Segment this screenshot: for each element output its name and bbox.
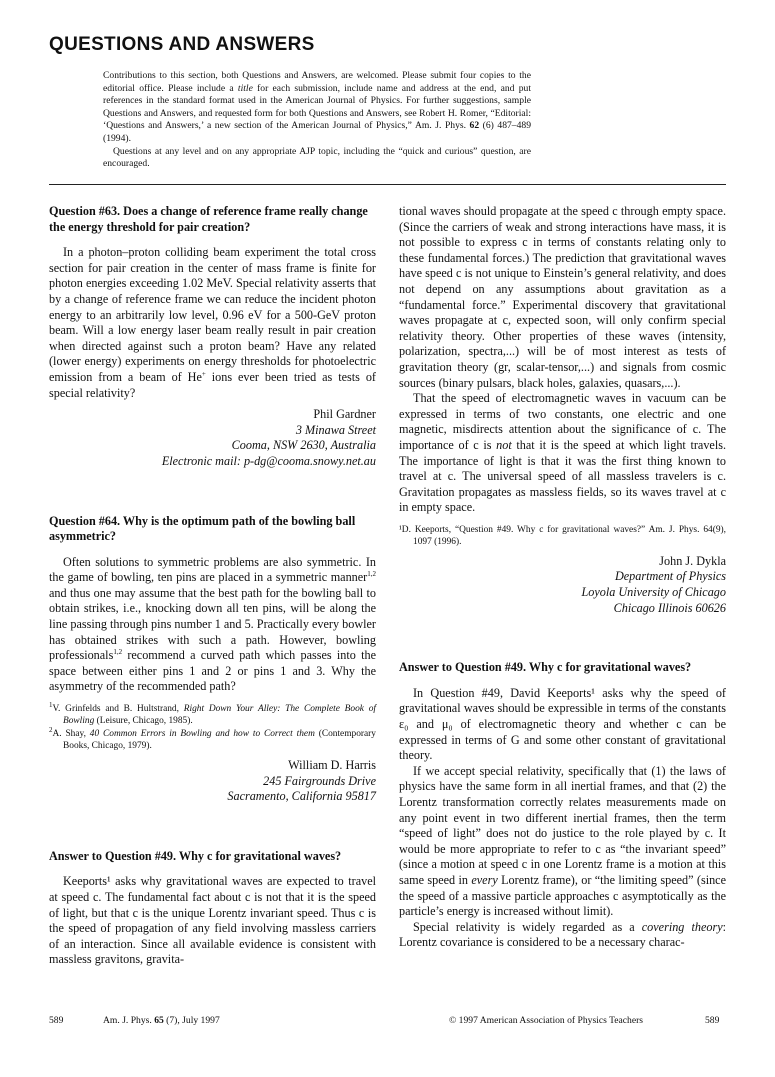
answer-49-second xyxy=(399,660,726,951)
answer-49-dykla-continued xyxy=(399,204,726,616)
footer-journal: Am. J. Phys. 65 (7), July 1997 xyxy=(103,1015,220,1026)
author-city: Cooma, NSW 2630, Australia xyxy=(231,438,376,453)
answer-49-body-para2: That the speed of electromagnetic waves in vacuum can be expressed in terms of two constants, one electric and one magnetic, misdirects attention about the significance of c. The importance of c is not that it is the speed at which light travels. The importance of light is that it was the first thing known to travel at c. The universal speed of all massless travelers is c. Gravitation propagates as massless fields, so its waves travel at c in empty space. xyxy=(399,391,726,515)
answer-49-references xyxy=(399,524,726,548)
author-city: Sacramento, California 95817 xyxy=(227,789,376,804)
footer-page-right: 589 xyxy=(705,1015,720,1026)
answer-49-body-start: Keeports¹ asks why gravitational waves are expected to travel at speed c. The fundamental fact about c is not that it is the speed of light, but that c is the unique Lorentz invariant speed. Thus c is the speed of propagation of any field involving massless carriers of an interaction. Since all available evidence is consistent with massless gravitons, gravita- xyxy=(49,874,376,967)
answer-49-second-para3: Special relativity is widely regarded as a covering theory: Lorentz covariance is considered to be a necessary charac- xyxy=(399,919,726,950)
author-city: Chicago Illinois 60626 xyxy=(613,600,726,615)
author-univ: Loyola University of Chicago xyxy=(581,585,726,600)
answer-49-body-cont: tional waves should propagate at the speed c through empty space. (Since the carriers of weak and strong interactions have mass, it is not possible to express c in terms of constants relating only to these fundamental forces.) The prediction that gravitational waves have speed c is not unique to Einstein’s general relativity, and does not depend on any assumptions about gravitation as a “fundamental force.” Experimental discovery that gravitational waves propagate at c, expected soon, will only confirm special relativity theory. Other properties of these waves (intensity, polarization, spectra,...) will be of most interest as tests of gravitation theory (gr, scalar-tensor,...) and signals from cosmic sources (binary pulsars, black holes, galaxies, quasars,...). xyxy=(399,204,726,390)
author-email: Electronic mail: p-dg@cooma.snowy.net.au xyxy=(161,453,376,468)
answer-49-dykla xyxy=(49,849,376,968)
author-street: 245 Fairgrounds Drive xyxy=(263,773,376,788)
section-intro xyxy=(103,70,531,171)
author-street: 3 Minawa Street xyxy=(295,422,376,437)
intro-paragraph-2: Questions at any level and on any appropriate AJP topic, including the “quick and curious” question, are encouraged. xyxy=(103,145,531,170)
right-column xyxy=(399,204,726,951)
author-name: William D. Harris xyxy=(288,758,376,773)
answer-49-second-para1: In Question #49, David Keeports¹ asks why the speed of gravitational waves should be expressible in terms of the constants ε₀ and μ₀ of electromagnetic theory and whether c can be expressed in terms of G and some other constant of gravitational theory. xyxy=(399,685,726,763)
section-title: QUESTIONS AND ANSWERS xyxy=(49,34,315,55)
question-63-signature xyxy=(49,407,376,469)
footer-copyright: © 1997 American Association of Physics Teachers xyxy=(449,1015,644,1026)
question-63-body: In a photon–proton colliding beam experiment the total cross section for pair creation in the center of mass frame is finite for photon energies exceeding 1.02 MeV. Special relativity asserts that by a change of reference frame we can reduce the incident photon energy to an arbitrarily low level, 0.96 eV for a 500-GeV proton beam. Will a low energy laser beam really result in pair creation when directed against such a proton beam? Have any related (lower energy) experiments on energy thresholds for photoelectric emission from a beam of He+ ions ever been tried as tests of special relativity? xyxy=(49,245,376,400)
question-64-references xyxy=(49,700,376,752)
question-63-heading: Question #63. Does a change of reference frame really change the energy threshold for pair creation? xyxy=(49,204,368,234)
question-64 xyxy=(49,514,376,805)
answer-49-signature xyxy=(399,554,726,616)
question-63 xyxy=(49,204,376,470)
question-64-body: Often solutions to symmetric problems are also symmetric. In the game of bowling, ten pins are placed in a symmetric manner$^{1,2}$ and thus one may assume that the best path for the bowling ball to obtain strikes, i.e., knocking down all ten pins, will be along the line passing through pins number 1 and 5. Practically every bowler has obtained strikes with such a path. However, bowling professionals$^{1,2}$ recommend a curved path which passes into the space between either pins 1 and 2 or pins 1 and 3. Why the asymmetry of the recommended path? xyxy=(49,554,376,694)
answer-49-heading: Answer to Question #49. Why c for gravitational waves? xyxy=(49,848,342,863)
reference-1: ¹D. Keeports, “Question #49. Why c for gravitational waves?” Am. J. Phys. 64(9), 1097 (1996). xyxy=(399,524,726,547)
answer-49-second-heading: Answer to Question #49. Why c for gravitational waves? xyxy=(399,660,692,675)
spacer xyxy=(399,616,726,660)
left-column xyxy=(49,204,376,968)
reference-2: $^2$A. Shay, 40 Common Errors in Bowling and how to Correct them (Contemporary Books, Chicago, 1979). xyxy=(49,725,376,752)
spacer xyxy=(49,470,376,514)
footer-page-left: 589 xyxy=(49,1015,64,1026)
author-name: Phil Gardner xyxy=(313,407,376,422)
header-divider xyxy=(49,184,726,185)
author-dept: Department of Physics xyxy=(614,569,726,584)
author-name: John J. Dykla xyxy=(659,553,726,568)
reference-1: $^1$V. Grinfelds and B. Hultstrand, Right Down Your Alley: The Complete Book of Bowling (Leisure, Chicago, 1985). xyxy=(49,700,376,727)
intro-paragraph-1: Contributions to this section, both Questions and Answers, are welcomed. Please submit four copies to the editorial office. Please include a title for each submission, include name and address at the end, and put references in the standard format used in the American Journal of Physics. For further suggestions, sample Questions and Answers, and requested form for both Questions and Answers, see Robert H. Romer, “Editorial: ‘Questions and Answers,’ a new section of the American Journal of Physics,” Am. J. Phys. 62 (6) 487–489 (1994). xyxy=(103,70,532,144)
answer-49-second-para2: If we accept special relativity, specifically that (1) the laws of physics have the same form in all inertial frames, and that (2) the Lorentz transformation correctly relates measurements made on any point event in two different inertial frames, then the term “speed of light” does not do justice to the role played by c. It would be more appropriate to refer to c as “the invariant speed” (since a motion at speed c in one Lorentz frame is a motion at this same speed in every Lorentz frame), or “the limiting speed” (since the speed of a massive particle approaches c asymptotically as the particle’s energy is increased without limit). xyxy=(399,763,726,919)
spacer xyxy=(49,805,376,849)
question-64-signature xyxy=(49,758,376,805)
question-64-heading: Question #64. Why is the optimum path of the bowling ball asymmetric? xyxy=(49,513,356,544)
